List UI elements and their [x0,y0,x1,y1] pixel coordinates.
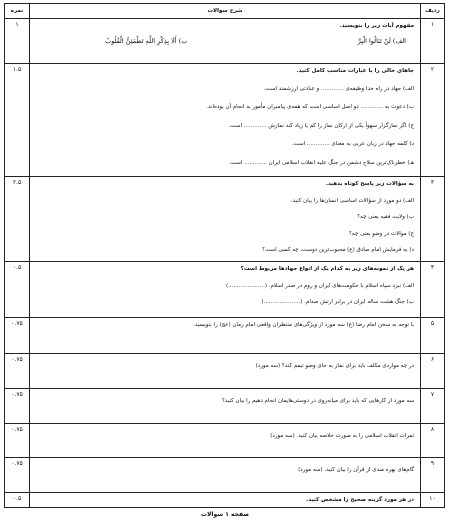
question-score: ۰.۷۵ [11,320,23,327]
column-divider-right [420,18,421,507]
question-score: ۰.۵ [12,495,22,502]
question-row [5,423,444,458]
question-line: گام‌های بهره مندی از قرآن را بیان کنید. (سه مورد) [298,467,414,473]
question-line: الف) نبرد سپاه اسلام با حکومت‌های ایران و روم در صدر اسلام. (.....................) [226,282,414,289]
question-row [5,353,444,389]
question-row [5,261,444,318]
question-line: ب) جنگ هشت ساله ایران در برابر ارتش صدام. (.....................) [261,299,414,305]
question-number: ۷ [430,391,435,398]
question-row [5,492,444,508]
page-footer: صفحه ۱ سوالات [200,511,250,518]
question-title: مفهوم آیات زیر را بنویسید. [339,23,414,29]
header-questions: شرح سوالات [29,4,421,18]
question-score: ۲.۵ [12,179,22,186]
question-score: ۰.۷۵ [11,391,23,398]
question-row [5,457,444,493]
question-row [5,63,444,177]
question-score: ۰.۷۵ [11,426,23,433]
question-score: ۰.۷۵ [11,356,23,363]
question-line: د) کلمه جهاد در زبان عربی به معنای ............. است. [291,141,414,147]
question-line: ثمرات انقلاب اسلامی را به صورت خلاصه بیان کنید. (سه مورد) [270,433,414,439]
question-score: ۱ [15,21,19,28]
question-number: ۴ [430,264,435,271]
question-line: ج) اگر نمازگزار سهواً یکی از ارکان نماز را کم یا زیاد کند نمازش ............. است. [228,122,414,129]
question-number: ۹ [430,460,435,467]
ayah-row [35,32,414,47]
header-score: نمره [10,8,24,14]
table-header [5,4,444,19]
question-line: د) به فرمایش امام صادق (ع) محبوب‌ترین دوست، چه کسی است؟ [262,247,414,253]
question-line: ب) دعوت به ............. دو اصل اساسی است که همه‌ی پیامبران مأمور به انجام آن بوده‌اند. [206,104,414,110]
question-number: ۳ [430,179,435,186]
column-divider-left [29,18,30,507]
question-title: به سؤالات زیر پاسخ کوتاه بدهید. [325,181,414,187]
ayah-b: ب) أَلَا بِذِكْرِ اللَّهِ تَطْمَئِنُّ الْقُلُوبُ [105,36,188,45]
question-number: ۲ [430,66,435,73]
question-line: با توجه به سخن امام رضا (ع) سه مورد از ویژگی‌های منتظران واقعی امام زمان (عج) را بنویسید. [193,322,414,328]
question-score: ۰.۵ [12,264,22,271]
header-row-number: ردیف [425,8,440,14]
question-line: سه مورد از کارهایی که باید برای میانه‌روی در دوستی‌هایمان انجام دهیم را بیان کنید؟ [222,398,414,404]
question-line: الف) جهاد در راه خدا وظیفه‌ی ............. و عبادتی ارزشمند است. [263,85,414,92]
question-line: الف) دو مورد از سؤالات اساسی انسان‌ها را بیان کنید. [290,197,414,204]
question-score: ۱.۵ [12,66,22,73]
question-line: هـ) خطرناک‌ترین سلاح دشمن در جنگ علیه انقلاب اسلامی ایران ............. است. [229,159,414,166]
question-number: ۵ [430,320,435,327]
question-line: در چه مواردی مکلف باید برای نماز به جای وضو تیمم کند؟ (سه مورد) [255,363,414,369]
question-number: ۱ [430,21,435,28]
question-number: ۱۰ [429,495,436,502]
question-number: ۶ [430,356,435,363]
question-row [5,176,444,262]
exam-sheet [4,3,445,508]
question-line: ج) موالات در وضو یعنی چه؟ [348,230,414,237]
question-row [5,388,444,424]
question-row [5,317,444,354]
question-title: در هر مورد گزینه صحیح را مشخص کنید. [306,497,414,503]
question-line: ب) ولایت فقیه یعنی چه؟ [357,214,414,220]
question-score: ۰.۷۵ [11,460,23,467]
question-title: هر یک از نمونه‌های زیر به کدام یک از انواع جهادها مربوط است؟ [240,266,414,272]
ayah-a: الف) لَنْ تَنَالُوا الْبِرَّ [357,36,406,45]
question-row [5,18,444,64]
question-number: ۸ [430,426,435,433]
question-title: جاهای خالی را با عبارات مناسب کامل کنید. [296,68,414,74]
